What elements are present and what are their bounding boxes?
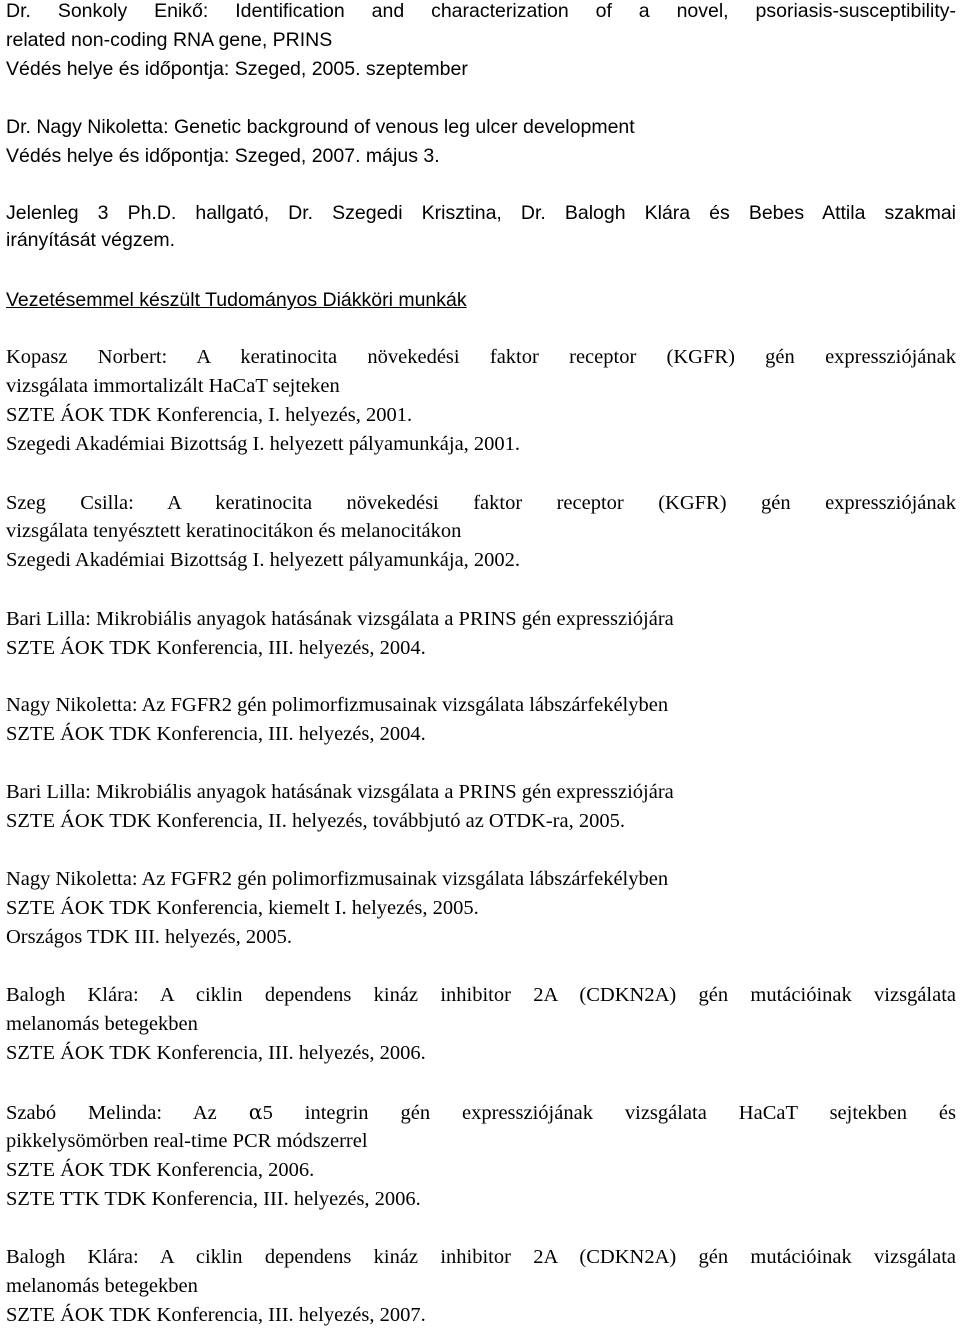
entry-line: SZTE ÁOK TDK Konferencia, kiemelt I. helyezés, 2005. (6, 897, 479, 919)
entry-line: Nagy Nikoletta: Az FGFR2 gén polimorfizmusainak vizsgálata lábszárfekélyben (6, 868, 669, 890)
entry-line: Kopasz Norbert: A keratinocita növekedési faktor receptor (KGFR) gén expressziójának (6, 346, 956, 368)
entry-line: SZTE ÁOK TDK Konferencia, III. helyezés, 2007. (6, 1304, 426, 1326)
entry-line: melanomás betegekben (6, 1275, 198, 1297)
entry-line: SZTE ÁOK TDK Konferencia, III. helyezés, 2004. (6, 723, 426, 745)
entry-line: Nagy Nikoletta: Az FGFR2 gén polimorfizmusainak vizsgálata lábszárfekélyben (6, 694, 669, 716)
entry-line: Bari Lilla: Mikrobiális anyagok hatásának vizsgálata a PRINS gén expressziójára (6, 781, 674, 803)
entry-line: vizsgálata tenyésztett keratinocitákon és melanocitákon (6, 520, 462, 542)
entry-text: 5 integrin gén expressziójának vizsgálata HaCaT sejtekben és (262, 1102, 957, 1124)
intro-line: irányítását végzem. (6, 229, 176, 251)
intro-line: related non-coding RNA gene, PRINS (6, 29, 333, 51)
entry-line: Szegedi Akadémiai Bizottság I. helyezett pályamunkája, 2001. (6, 433, 521, 455)
entry-line: SZTE ÁOK TDK Konferencia, III. helyezés, 2004. (6, 637, 426, 659)
intro-line: Dr. Nagy Nikoletta: Genetic background of venous leg ulcer development (6, 116, 635, 138)
entry-line: SZTE ÁOK TDK Konferencia, I. helyezés, 2001. (6, 404, 413, 426)
entry-line: Országos TDK III. helyezés, 2005. (6, 926, 292, 948)
section-heading (6, 289, 956, 311)
entry-line: melanomás betegekben (6, 1013, 198, 1035)
entry-line: SZTE ÁOK TDK Konferencia, II. helyezés, továbbjutó az OTDK-ra, 2005. (6, 810, 625, 832)
alpha-symbol: α (248, 1100, 263, 1124)
entry-line: Szeg Csilla: A keratinocita növekedési faktor receptor (KGFR) gén expressziójának (6, 492, 956, 514)
entry-line: SZTE TTK TDK Konferencia, III. helyezés, 2006. (6, 1188, 421, 1210)
entry-line: Balogh Klára: A ciklin dependens kináz inhibitor 2A (CDKN2A) gén mutációinak vizsgálata (6, 1246, 956, 1268)
section-heading-text: Vezetésemmel készült Tudományos Diákköri munkák (6, 289, 467, 311)
entry-line: Bari Lilla: Mikrobiális anyagok hatásának vizsgálata a PRINS gén expressziójára (6, 608, 674, 630)
entry-line: SZTE ÁOK TDK Konferencia, 2006. (6, 1159, 315, 1181)
intro-line: Védés helye és időpontja: Szeged, 2005. szeptember (6, 58, 468, 80)
entry-line: Szegedi Akadémiai Bizottság I. helyezett pályamunkája, 2002. (6, 549, 521, 571)
entry-line: SZTE ÁOK TDK Konferencia, III. helyezés, 2006. (6, 1042, 426, 1064)
entry-line: vizsgálata immortalizált HaCaT sejteken (6, 375, 340, 397)
entry-line: pikkelysömörben real-time PCR módszerrel (6, 1130, 368, 1152)
entry-line: Balogh Klára: A ciklin dependens kináz inhibitor 2A (CDKN2A) gén mutációinak vizsgálata (6, 984, 956, 1006)
entry-line (6, 1101, 956, 1123)
intro-line: Dr. Sonkoly Enikő: Identification and characterization of a novel, psoriasis-susceptibility- (6, 0, 956, 22)
entry-text: Szabó Melinda: Az (6, 1102, 249, 1124)
intro-line: Jelenleg 3 Ph.D. hallgató, Dr. Szegedi Krisztina, Dr. Balogh Klára és Bebes Attila szakmai (6, 202, 956, 224)
intro-line: Védés helye és időpontja: Szeged, 2007. május 3. (6, 145, 440, 167)
